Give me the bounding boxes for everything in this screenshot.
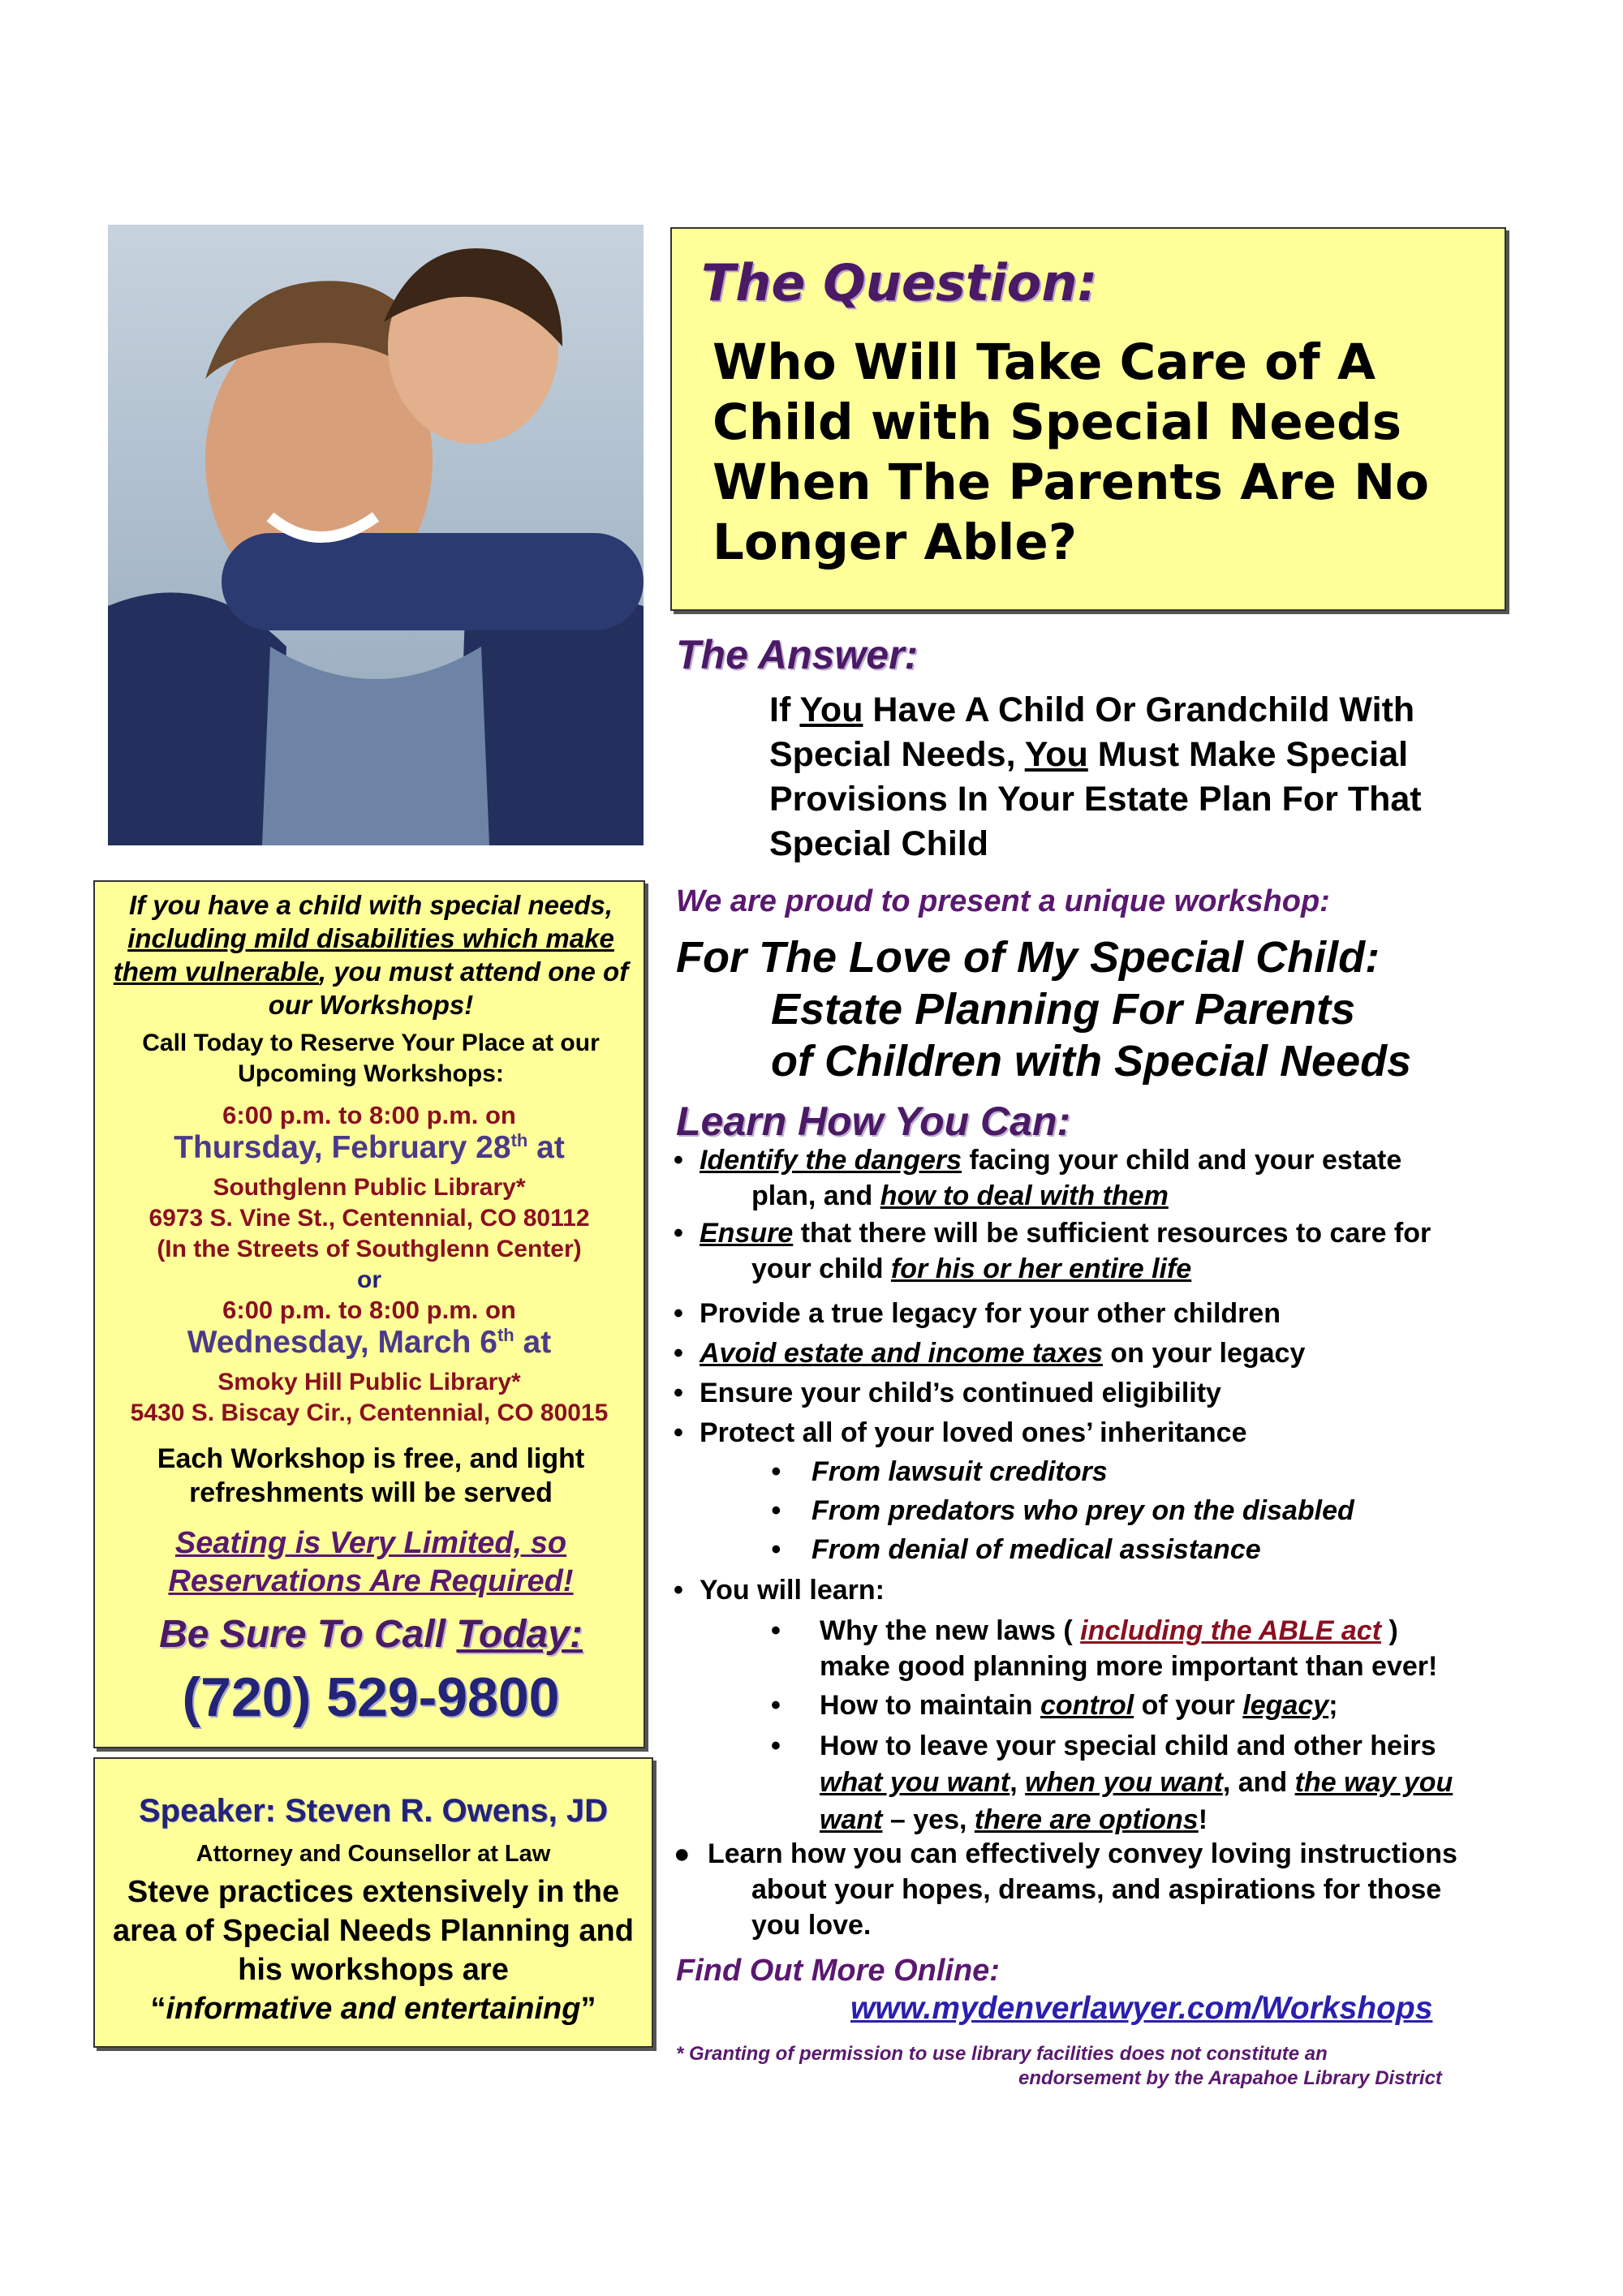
sub-list-item: • From lawsuit creditors: [771, 1456, 1108, 1487]
list-item: • You will learn:: [674, 1575, 885, 1606]
question-title: The Question:: [701, 253, 1098, 312]
find-more-title: Find Out More Online:: [676, 1954, 1000, 1988]
workshop-intro: We are proud to present a unique workshop:: [676, 884, 1330, 918]
workshop-subtitle: Estate Planning For Parents of Children with Special Needs: [771, 985, 1412, 1086]
speaker-description: Steve practices extensively in the area of Special Needs Planning and his workshops are “informative and entertaining”: [113, 1875, 634, 2026]
disclaimer: endorsement by the Arapahoe Library District: [1018, 2067, 1442, 2089]
answer-title: The Answer:: [676, 632, 919, 677]
list-item: ● Learn how you can effectively convey loving instructions about your hopes, dreams, and aspirations for those you love.: [674, 1838, 1457, 1941]
event-2-date: Wednesday, March 6th at: [187, 1325, 552, 1360]
call-today: Be Sure To Call Today:: [159, 1613, 583, 1656]
phone-number[interactable]: (720) 529-9800: [182, 1666, 560, 1728]
event-1-date: Thursday, February 28th at: [174, 1130, 565, 1165]
or-text: or: [357, 1266, 381, 1293]
call-text: Call Today to Reserve Your Place at our Upcoming Workshops:: [142, 1030, 600, 1087]
list-item: • Protect all of your loved ones’ inheritance: [674, 1417, 1247, 1448]
speaker-box: [93, 1757, 653, 2048]
list-item: • Identify the dangers facing your child and your estate plan, and how to deal with them: [674, 1145, 1402, 1211]
question-box: [670, 227, 1506, 611]
event-1-note: (In the Streets of Southglenn Center): [157, 1236, 582, 1262]
list-item: • Provide a true legacy for your other children: [674, 1298, 1281, 1329]
workshops-link[interactable]: www.mydenverlawyer.com/Workshops: [850, 1991, 1433, 2026]
event-2-time: 6:00 p.m. to 8:00 p.m. on: [222, 1296, 516, 1324]
sub-list-item: • How to leave your special child and other heirs what you want, when you want, and the way you want – yes, there are options!: [771, 1731, 1453, 1835]
question-text: Who Will Take Care of A Child with Special Needs When The Parents Are No Longer Able?: [712, 333, 1430, 571]
free-text: Each Workshop is free, and light refreshments will be served: [157, 1443, 585, 1508]
answer-text: If You Have A Child Or Grandchild With Special Needs, You Must Make Special Provisions In Your Estate Plan For That Special Child: [769, 690, 1422, 863]
disclaimer: * Granting of permission to use library facilities does not constitute an: [676, 2043, 1328, 2065]
intro-text: If you have a child with special needs, including mild disabilities which make them vulnerable, you must attend one of our Workshops!: [113, 890, 629, 1020]
speaker-title: Attorney and Counsellor at Law: [196, 1841, 551, 1867]
workshop-title: For The Love of My Special Child:: [676, 933, 1380, 982]
workshop-schedule-box: [93, 880, 645, 1748]
sub-list-item: • How to maintain control of your legacy;: [771, 1690, 1338, 1721]
event-1-time: 6:00 p.m. to 8:00 p.m. on: [222, 1101, 516, 1129]
event-1-library: Southglenn Public Library*: [213, 1174, 526, 1201]
list-item: • Avoid estate and income taxes on your legacy: [674, 1338, 1306, 1369]
event-2-library: Smoky Hill Public Library*: [217, 1369, 521, 1395]
list-item: • Ensure that there will be sufficient resources to care for your child for his or her entire life: [674, 1218, 1431, 1284]
event-1-address: 6973 S. Vine St., Centennial, CO 80112: [149, 1205, 590, 1232]
seating-notice: Seating is Very Limited, so Reservations Are Required!: [168, 1526, 574, 1598]
able-act-link[interactable]: including the ABLE act: [1080, 1615, 1382, 1646]
father-son-photo: [108, 225, 644, 845]
sub-list-item: • From denial of medical assistance: [771, 1534, 1261, 1565]
event-2-address: 5430 S. Biscay Cir., Centennial, CO 80015: [130, 1400, 609, 1426]
sub-list-item: • Why the new laws ( including the ABLE act ) make good planning more important than ever!: [771, 1615, 1438, 1682]
speaker-name: Speaker: Steven R. Owens, JD: [138, 1793, 608, 1829]
list-item: • Ensure your child’s continued eligibility: [674, 1378, 1221, 1408]
learn-title: Learn How You Can:: [676, 1099, 1071, 1144]
sub-list-item: • From predators who prey on the disabled: [771, 1495, 1354, 1526]
